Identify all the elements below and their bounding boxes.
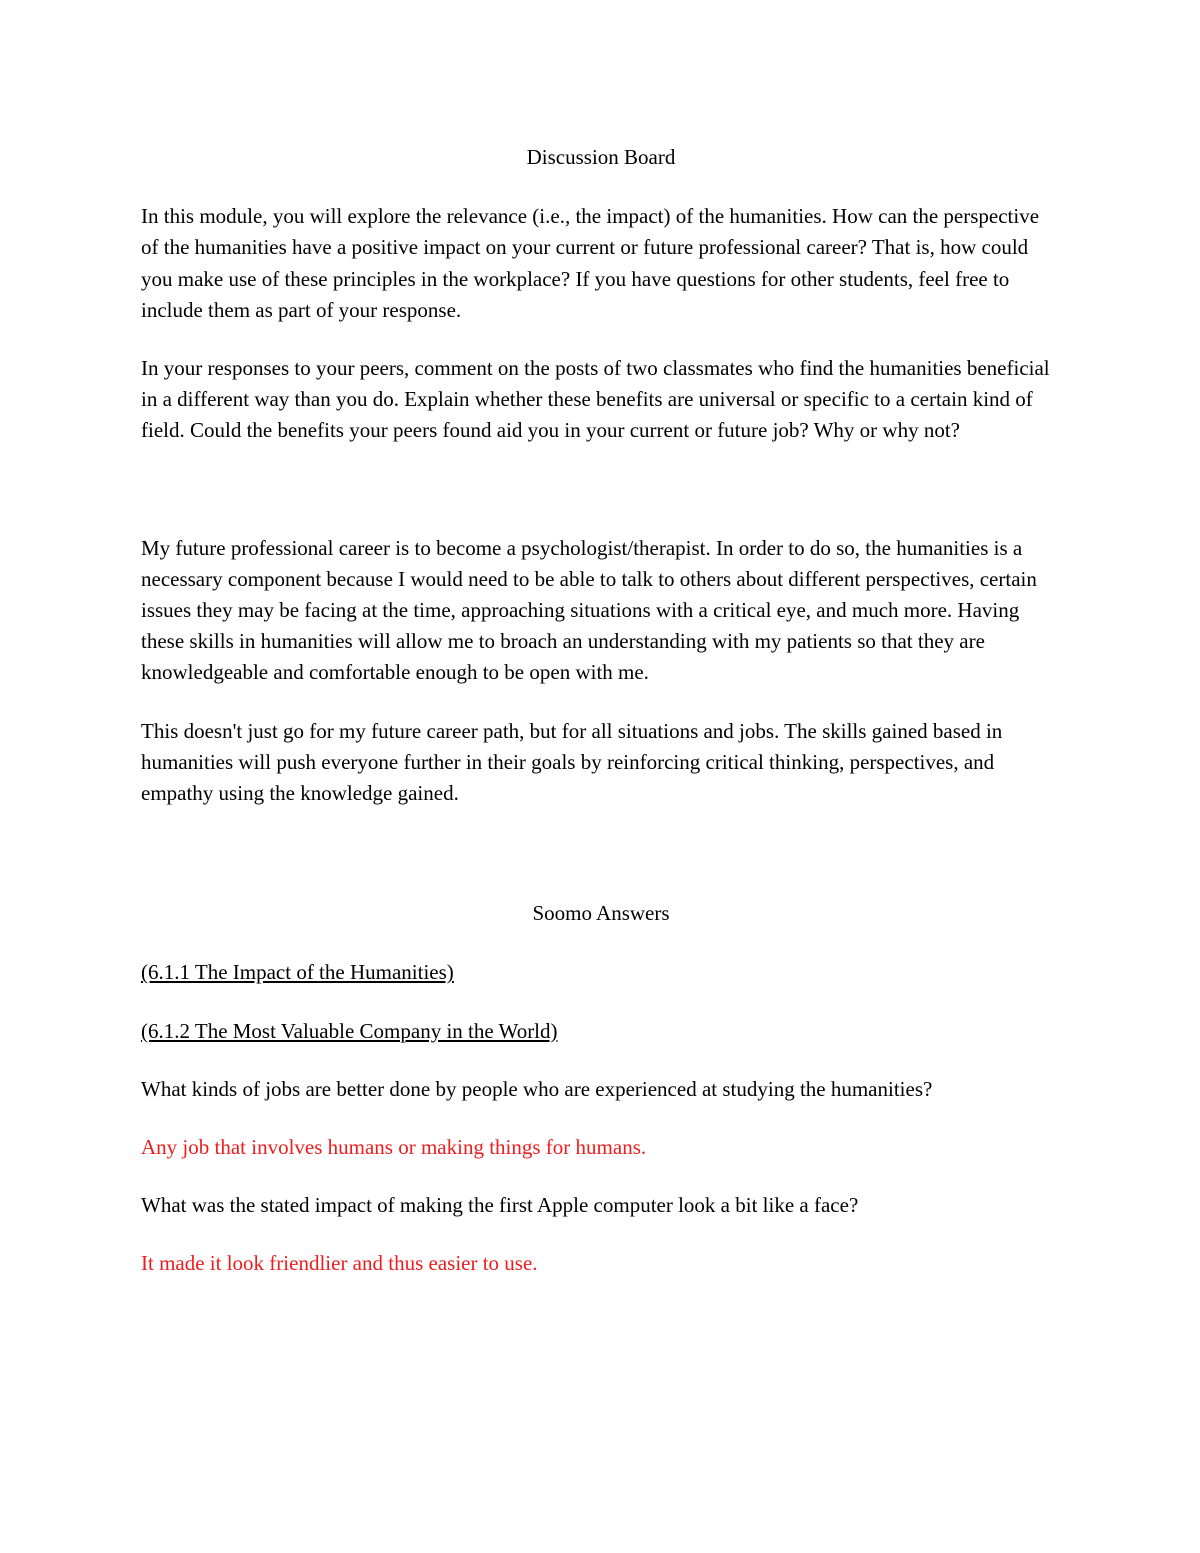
soomo-answers-title: Soomo Answers bbox=[532, 901, 670, 926]
document-body bbox=[141, 142, 1061, 1280]
discussion-board-title: Discussion Board bbox=[526, 145, 676, 169]
prompt-paragraph-2: In your responses to your peers, comment on the posts of two classmates who find the humanities beneficial in a different way than you do. Explain whether these benefits are universal or specific to a certain kind of field. Could the benefits your peers found aid you in your current or future job? Why or why not? bbox=[141, 356, 1050, 443]
answer-2: It made it look friendlier and thus easier to use. bbox=[141, 1251, 538, 1276]
prompt-paragraph-1: In this module, you will explore the relevance (i.e., the impact) of the humanities. How can the perspective of the humanities have a positive impact on your current or future professional career? That is, how could you make use of these principles in the workplace? If you have questions for other students, feel free to include them as part of your response. bbox=[141, 204, 1040, 322]
soomo-link-2-text[interactable]: (6.1.2 The Most Valuable Company in the World) bbox=[141, 1018, 558, 1043]
soomo-link-1-text[interactable]: (6.1.1 The Impact of the Humanities) bbox=[141, 960, 454, 985]
soomo-link-1 bbox=[141, 957, 1061, 988]
response-paragraph-1: My future professional career is to become a psychologist/therapist. In order to do so, the humanities is a necessary component because I would need to be able to talk to others about different perspectives, certain issues they may be facing at the time, approaching situations with a critical eye, and much more. Having these skills in humanities will allow me to broach an understanding with my patients so that they are knowledgeable and comfortable enough to be open with me. bbox=[141, 535, 1037, 685]
answer-1: Any job that involves humans or making things for humans. bbox=[141, 1135, 647, 1160]
question-2: What was the stated impact of making the first Apple computer look a bit like a face? bbox=[141, 1193, 859, 1218]
response-paragraph-2: This doesn't just go for my future career path, but for all situations and jobs. The skills gained based in humanities will push everyone further in their goals by reinforcing critical thinking, perspectives, and empathy using the knowledge gained. bbox=[141, 718, 1003, 806]
question-1: What kinds of jobs are better done by people who are experienced at studying the humanities? bbox=[141, 1076, 933, 1101]
soomo-link-2 bbox=[141, 1016, 1061, 1047]
